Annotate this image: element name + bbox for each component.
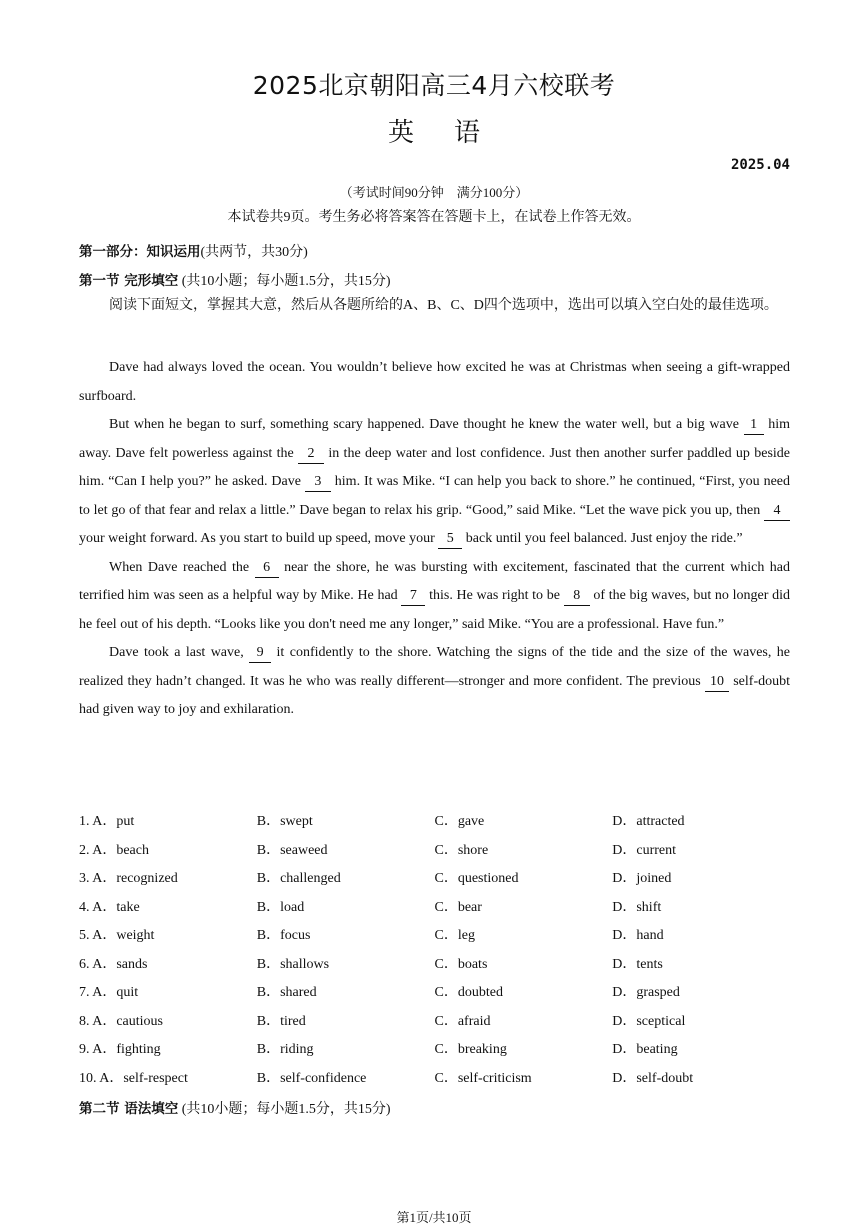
- option-row: [79, 1063, 790, 1092]
- option-c: C．boats: [434, 956, 488, 972]
- option-a: 2. A．beach: [79, 842, 149, 858]
- option-a: 7. A．quit: [79, 985, 139, 1001]
- cloze-passage: [79, 354, 790, 725]
- option-c: C．afraid: [434, 1013, 491, 1029]
- section1-title: 第一节 完形填空: [79, 273, 179, 289]
- option-row: [79, 920, 790, 949]
- option-b: B．riding: [256, 1042, 314, 1058]
- option-a: 8. A．cautious: [79, 1013, 163, 1029]
- option-b: B．shared: [256, 985, 317, 1001]
- option-d: D．hand: [612, 928, 664, 944]
- option-c: C．questioned: [434, 871, 519, 887]
- exam-title: 2025北京朝阳高三4月六校联考: [252, 71, 616, 100]
- exam-info: （考试时间90分钟 满分100分）: [339, 185, 529, 200]
- blank-7: 7: [401, 587, 425, 606]
- option-d: D．joined: [612, 871, 672, 887]
- option-c: C．self-criticism: [434, 1070, 532, 1086]
- option-row: [79, 949, 790, 978]
- part1-title: 第一部分：知识运用: [79, 244, 201, 260]
- blank-5: 5: [438, 530, 462, 549]
- subject-title: 英语: [387, 118, 520, 148]
- answer-options: [79, 806, 790, 1091]
- option-b: B．swept: [256, 814, 313, 830]
- option-row: [79, 806, 790, 835]
- option-b: B．shallows: [256, 956, 330, 972]
- option-row: [79, 892, 790, 921]
- blank-3: 3: [305, 473, 331, 492]
- passage-paragraph-2: But when he began to surf, something scary happened. Dave thought he knew the water well, but a big wave 1 him away. Dave felt powerless against the 2 in the deep water and lost confidence. Just then another surfer paddled up beside him. “Can I help you?” he asked. Dave 3 him. It was Mike. “I can help you back to shore.” he continued, “First, you need to let go of that fear and relax a little.” Dave began to relax his grip. “Good,” said Mike. “Let the wave pick you up, then 4 your weight forward. As you start to build up speed, move your 5 back until you feel balanced. Just enjoy the ride.”: [79, 411, 790, 554]
- passage-paragraph-4: Dave took a last wave, 9 it confidently to the shore. Watching the signs of the tide and the size of the waves, he realized they hadn’t changed. It was he who was really different—stronger and more confident. The previous 10 self-doubt had given way to joy and exhilaration.: [79, 645, 790, 717]
- exam-notice: 本试卷共9页。考生务必将答案答在答题卡上，在试卷上作答无效。: [227, 210, 641, 225]
- option-a: 9. A．fighting: [79, 1042, 161, 1058]
- option-row: [79, 1034, 790, 1063]
- passage-paragraph-3: When Dave reached the 6 near the shore, he was bursting with excitement, fascinated that the current which had terrified him was seen as a helpful way by Mike. He had 7 this. He was right to be 8 of the big waves, but no longer did he feel out of his depth. “Looks like you don't need me any longer,” said Mike. “You are a professional. Have fun.”: [79, 559, 791, 632]
- option-c: C．bear: [434, 899, 482, 915]
- option-c: C．doubted: [434, 985, 503, 1001]
- option-row: [79, 835, 790, 864]
- option-b: B．seaweed: [256, 842, 328, 858]
- option-d: D．sceptical: [612, 1013, 686, 1029]
- option-b: B．load: [256, 899, 305, 915]
- page-number: 第1页/共10页: [396, 1210, 472, 1225]
- option-a: 6. A．sands: [79, 956, 148, 972]
- option-c: C．leg: [434, 928, 475, 944]
- section2-note: (共10小题；每小题1.5分，共15分): [181, 1102, 391, 1117]
- option-b: B．tired: [256, 1013, 306, 1029]
- section1-note: (共10小题；每小题1.5分，共15分): [181, 274, 391, 289]
- passage-paragraph-1: Dave had always loved the ocean. You wouldn’t believe how excited he was at Christmas when seeing a gift-wrapped surfboard.: [79, 360, 790, 404]
- option-b: B．challenged: [256, 871, 341, 887]
- section2-heading: [79, 1097, 391, 1118]
- section2-title: 第二节 语法填空: [79, 1101, 179, 1117]
- option-b: B．self-confidence: [256, 1070, 367, 1086]
- blank-2: 2: [298, 445, 324, 464]
- option-d: D．shift: [612, 899, 662, 915]
- option-d: D．current: [612, 842, 677, 858]
- blank-10: 10: [705, 673, 729, 692]
- option-c: C．shore: [434, 842, 489, 858]
- exam-date: 2025.04: [730, 157, 790, 173]
- section1-instruction: 阅读下面短文，掌握其大意，然后从各题所给的A、B、C、D四个选项中，选出可以填入空白处的最佳选项。: [109, 298, 778, 313]
- part1-heading: [79, 240, 308, 261]
- option-c: C．breaking: [434, 1042, 507, 1058]
- option-b: B．focus: [256, 928, 311, 944]
- blank-6: 6: [255, 559, 279, 578]
- option-d: D．attracted: [612, 814, 685, 830]
- blank-8: 8: [564, 587, 590, 606]
- section1-heading: [79, 269, 391, 290]
- option-a: 5. A．weight: [79, 928, 155, 944]
- option-row: [79, 863, 790, 892]
- option-c: C．gave: [434, 814, 485, 830]
- blank-1: 1: [744, 416, 764, 435]
- blank-9: 9: [249, 644, 271, 663]
- option-a: 3. A．recognized: [79, 871, 178, 887]
- option-a: 4. A．take: [79, 899, 140, 915]
- option-d: D．beating: [612, 1042, 678, 1058]
- option-a: 10. A．self-respect: [79, 1070, 188, 1086]
- option-row: [79, 1006, 790, 1035]
- option-d: D．self-doubt: [612, 1070, 694, 1086]
- option-d: D．tents: [612, 956, 663, 972]
- part1-note: (共两节，共30分): [200, 245, 308, 260]
- option-d: D．grasped: [612, 985, 680, 1001]
- option-row: [79, 977, 790, 1006]
- option-a: 1. A．put: [79, 814, 135, 830]
- blank-4: 4: [764, 502, 790, 521]
